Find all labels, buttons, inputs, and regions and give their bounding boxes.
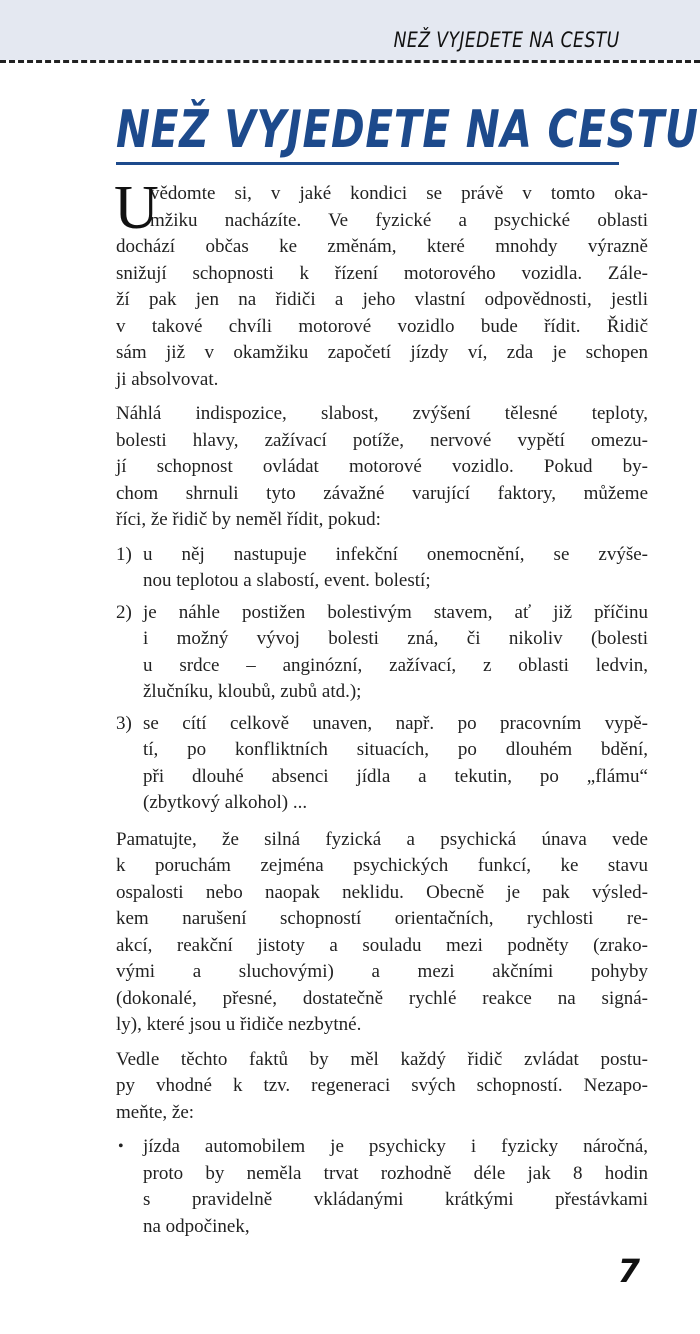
text-line: na odpočinek, [143, 1215, 250, 1237]
text-line: ží pak jen na řidiči a jeho vlastní odpovědnosti, jestli [116, 289, 648, 310]
text-line: (zbytkový alkohol) ... [143, 792, 308, 813]
text-line: Náhlá indispozice, slabost, zvýšení tělesné teploty, [116, 403, 648, 424]
text-line: se cítí celkově unaven, např. po pracovním vypě- [143, 712, 648, 734]
header-divider [0, 60, 700, 63]
text-line: nou teplotou a slabostí, event. bolestí; [143, 570, 431, 591]
text-line: py vhodné k tzv. regeneraci svých schopností. Nezapo- [116, 1075, 648, 1096]
text-line: žlučníku, kloubů, zubů atd.); [143, 681, 362, 702]
text-line: ospalosti nebo naopak neklidu. Obecně je pak výsled- [116, 881, 648, 903]
list-item [116, 542, 648, 595]
text-line: ly), které jsou u řidiče nezbytné. [116, 1014, 362, 1035]
text-line: i možný vývoj bolesti zná, či nikoliv (bolesti [143, 628, 648, 649]
text-line: tí, po konfliktních situacích, po dlouhém bdění, [143, 739, 648, 760]
page-number: 7 [617, 1252, 640, 1290]
bullet-icon: • [118, 1138, 124, 1155]
paragraph-4 [116, 1047, 648, 1127]
text-line: jí schopnost ovládat motorové vozidlo. Pokud by- [116, 456, 648, 477]
text-line: meňte, že: [116, 1101, 195, 1123]
text-line: Pamatujte, že silná fyzická a psychická únava vede [116, 828, 648, 850]
paragraph-2 [116, 401, 648, 534]
paragraph-3 [116, 827, 648, 1039]
text-line: u srdce – anginózní, zažívací, z oblasti ledvin, [143, 654, 648, 676]
list-marker: 3) [116, 712, 132, 734]
text-line: snižují schopnosti k řízení motorového vozidla. Zále- [116, 262, 648, 284]
drop-cap: U [114, 174, 159, 242]
text-line: chom shrnuli tyto závažné varující faktory, můžeme [116, 482, 648, 504]
list-marker: 1) [116, 543, 132, 565]
text-line: proto by neměla trvat rozhodně déle jak 8 hodin [143, 1162, 648, 1184]
text-line: vědomte si, v jaké kondici se právě v tomto oka- [150, 183, 648, 204]
text-line: vými a sluchovými) a mezi akčními pohyby [116, 961, 648, 982]
text-line: dochází občas ke změnám, které mnohdy výrazně [116, 236, 648, 257]
text-line: je náhle postižen bolestivým stavem, ať již příčinu [143, 601, 648, 623]
text-line: mžiku nacházíte. Ve fyzické a psychické oblasti [150, 209, 648, 231]
list-item [116, 711, 648, 817]
title-underline [116, 162, 619, 165]
text-line: kem narušení schopností orientačních, rychlosti re- [116, 908, 648, 929]
text-line: při dlouhé absenci jídla a tekutin, po „flámu“ [143, 765, 648, 787]
text-line: akcí, reakční jistoty a souladu mezi podněty (zrako- [116, 934, 648, 956]
text-line: říci, že řidič by neměl řídit, pokud: [116, 509, 381, 530]
body-text [114, 174, 648, 1245]
text-line: jízda automobilem je psychicky i fyzicky náročná, [143, 1136, 648, 1157]
running-header: NEŽ VYJEDETE NA CESTU [393, 28, 620, 52]
text-line: s pravidelně vkládanými krátkými přestávkami [143, 1189, 648, 1210]
bullet-item [116, 1134, 648, 1240]
text-line: u něj nastupuje infekční onemocnění, se zvýše- [143, 543, 648, 565]
text-line: k poruchám zejména psychických funkcí, ke stavu [116, 855, 648, 876]
paragraph-1 [114, 174, 648, 393]
text-line: Vedle těchto faktů by měl každý řidič zvládat postu- [116, 1048, 648, 1070]
text-line: (dokonalé, přesné, dostatečně rychlé reakce na signá- [116, 987, 648, 1009]
list-marker: 2) [116, 601, 132, 623]
list-item [116, 600, 648, 706]
text-line: sám již v okamžiku započetí jízdy ví, zda je schopen [116, 342, 648, 363]
chapter-title: NEŽ VYJEDETE NA CESTU [116, 100, 699, 160]
text-line: ji absolvovat. [116, 368, 219, 390]
text-line: bolesti hlavy, zažívací potíže, nervové vypětí omezu- [116, 429, 648, 451]
text-line: v takové chvíli motorové vozidlo bude řídit. Řidič [116, 315, 648, 337]
